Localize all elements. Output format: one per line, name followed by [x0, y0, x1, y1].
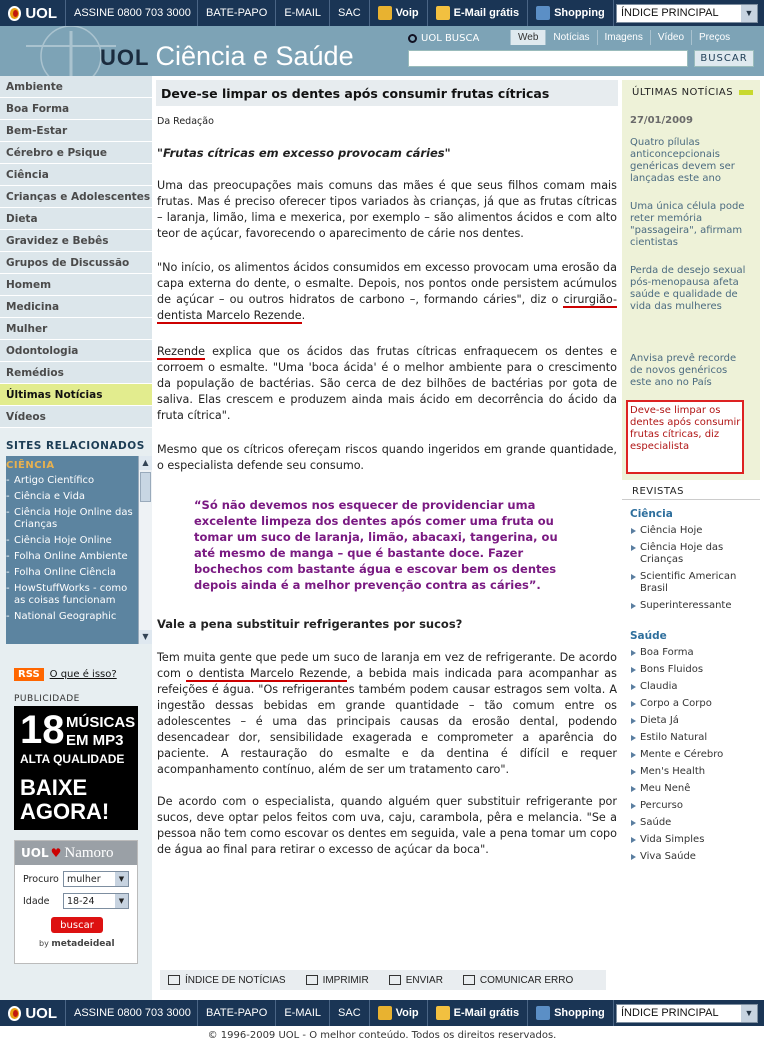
indice-select-value: ÍNDICE PRINCIPAL — [621, 7, 719, 19]
tab-web[interactable]: Web — [510, 30, 545, 45]
namoro-uol: UOL — [21, 846, 49, 860]
nav-medicina[interactable]: Medicina — [0, 296, 152, 318]
revista-link[interactable]: Percurso — [622, 800, 760, 812]
scroll-up-icon[interactable]: ▲ — [139, 456, 152, 470]
rezende-mention: cirurgião-dentista Marcelo Rezende — [157, 293, 617, 322]
rezende-mention-3: o dentista Marcelo Rezende — [186, 667, 348, 680]
ad-number: 18 — [20, 708, 65, 752]
envelope-icon — [436, 6, 450, 20]
publicidade-label: PUBLICIDADE — [14, 694, 80, 704]
tab-noticias[interactable]: Notícias — [545, 30, 596, 45]
envelope-icon — [436, 1006, 450, 1020]
tool-label: IMPRIMIR — [322, 974, 369, 986]
nav-mulher[interactable]: Mulher — [0, 318, 152, 340]
nav-videos[interactable]: Vídeos — [0, 406, 152, 428]
imprimir-button[interactable] — [306, 975, 369, 986]
ad-cta-1: BAIXE — [20, 775, 88, 800]
article — [152, 76, 620, 856]
mail-icon — [389, 975, 401, 985]
voip-link[interactable] — [370, 0, 428, 26]
nav-criancas[interactable]: Crianças e Adolescentes — [0, 186, 152, 208]
emailgratis-label: E-Mail grátis — [453, 7, 520, 19]
revista-link[interactable]: Men's Health — [622, 766, 760, 778]
uol-logo-text: UOL — [25, 1004, 57, 1022]
idade-value: 18-24 — [67, 895, 95, 907]
rss-icon[interactable]: RSS — [14, 668, 44, 681]
emailgratis-label: E-Mail grátis — [453, 1007, 520, 1019]
ultimas-noticias — [622, 80, 760, 480]
busca-label-text: UOL BUSCA — [421, 33, 480, 44]
email-link[interactable]: E-MAIL — [276, 1000, 330, 1026]
sac-link[interactable]: SAC — [330, 1000, 370, 1026]
uol-ball-icon — [8, 1006, 21, 1021]
sac-link[interactable]: SAC — [330, 0, 370, 26]
revista-link[interactable]: Dieta Já — [622, 715, 760, 727]
sites-relacionados-heading: SITES RELACIONADOS — [6, 440, 145, 452]
nav-bem-estar[interactable]: Bem-Estar — [0, 120, 152, 142]
namoro-title: Namoro — [64, 844, 114, 861]
nav-grupos[interactable]: Grupos de Discussão — [0, 252, 152, 274]
chevron-down-icon: ▼ — [741, 5, 757, 22]
metadeideal-logo[interactable]: metadeideal — [51, 939, 115, 949]
paragraph-5 — [157, 650, 617, 778]
nav-boa-forma[interactable]: Boa Forma — [0, 98, 152, 120]
search-input[interactable] — [408, 50, 688, 67]
shopping-label: Shopping — [554, 7, 605, 19]
tab-video[interactable]: Vídeo — [650, 30, 691, 45]
print-icon — [306, 975, 318, 985]
paragraph-3-text: explica que os ácidos das frutas cítricas enfraquecem os dentes e corroem o esmalte. "Uma 'boca ácida' é o melhor ambiente para o crescimento da população de bactérias. São cerca de dez bilhões de bactérias por gota de saliva. Elas crescem e produzem ainda mais ácido em decorrência do ácido da fruta cítrica". — [157, 345, 617, 422]
batepapo-link[interactable]: BATE-PAPO — [198, 1000, 276, 1026]
idade-row — [23, 893, 137, 909]
article-lead: "Frutas cítricas em excesso provocam cáries" — [157, 146, 451, 160]
indice-select[interactable] — [616, 4, 758, 23]
namoro-by — [39, 939, 137, 949]
sites-scrollbar[interactable] — [138, 456, 152, 644]
revista-link[interactable]: Ciência Hoje das Crianças — [622, 542, 760, 566]
heading-accent — [739, 90, 753, 95]
bottom-nav-bar — [0, 1000, 764, 1026]
phone-icon — [378, 1006, 392, 1020]
paragraph-4: Mesmo que os cítricos ofereçam riscos quando ingeridos em grande quantidade, o especialista defende seu consumo. — [157, 443, 617, 472]
ad-line1: MÚSICAS — [66, 714, 136, 731]
error-icon — [463, 975, 475, 985]
rss-block — [14, 668, 117, 681]
revista-link[interactable]: Estilo Natural — [622, 732, 760, 744]
site-link[interactable]: - Folha Online Ciência — [6, 565, 152, 581]
tool-label: ENVIAR — [405, 974, 443, 986]
enviar-button[interactable] — [389, 975, 443, 986]
news-item[interactable]: Anvisa prevê recorde de novos genéricos este ano no País — [630, 353, 737, 388]
emailgratis-link[interactable] — [428, 0, 528, 26]
indice-select[interactable] — [616, 1004, 758, 1023]
phone-icon — [378, 6, 392, 20]
article-subheading: Vale a pena substituir refrigerantes por sucos? — [157, 617, 463, 631]
comunicar-erro-button[interactable] — [463, 975, 573, 986]
uol-ball-icon — [8, 6, 21, 21]
email-link[interactable]: E-MAIL — [276, 0, 330, 26]
site-link[interactable]: - Ciência Hoje Online — [6, 533, 152, 549]
indice-select-value: ÍNDICE PRINCIPAL — [621, 1007, 719, 1019]
ultimas-heading-text: ÚLTIMAS NOTÍCIAS — [632, 86, 734, 98]
paragraph-5-text: Tem muita gente que pede um suco de laranja em vez de refrigerante. De acordo com — [157, 651, 617, 680]
paragraph-6: De acordo com o especialista, quando alguém quer substituir refrigerante por sucos, deve optar pelos feitos com uva, caju, carambola, pêra e melancia. "Se a pessoa não tem como escovar os dentes em seguida, vale a pena tomar um copo de água ao final para retirar o excesso de açúcar da boca". — [157, 795, 617, 856]
revistas-cat-ciencia: Ciência — [630, 508, 673, 520]
ad-cta-2: AGORA! — [20, 799, 110, 824]
nav-odontologia[interactable]: Odontologia — [0, 340, 152, 362]
chevron-down-icon: ▼ — [115, 872, 128, 886]
busca-tabs — [510, 30, 737, 45]
by-label: by — [39, 939, 49, 948]
batepapo-link[interactable]: BATE-PAPO — [198, 0, 276, 26]
paragraph-3 — [157, 344, 617, 424]
voip-label: Voip — [395, 7, 419, 19]
scroll-down-icon[interactable]: ▼ — [139, 630, 152, 644]
ultimas-heading — [622, 84, 760, 100]
chevron-down-icon: ▼ — [741, 1005, 757, 1022]
revista-link[interactable]: Boa Forma — [622, 647, 760, 659]
ad-cta — [20, 776, 109, 824]
paragraph-2-end: . — [301, 309, 306, 322]
site-link[interactable]: - Folha Online Ambiente — [6, 549, 152, 565]
nav-cerebro[interactable]: Cérebro e Psique — [0, 142, 152, 164]
sites-list — [6, 456, 152, 644]
shopping-label: Shopping — [554, 1007, 605, 1019]
revista-link[interactable]: Saúde — [622, 817, 760, 829]
list-icon — [168, 975, 180, 985]
paragraph-5-rest: , a bebida mais indicada para acompanhar as refeições é água. "Os refrigerantes também podem causar estragos sem volta. A ingestão dessas bebidas em grande quantidade – tão comum entre os adolescentes – é uma das principais causas da erosão dental, podendo desencadear dor, sensibilidade exagerada e comprometer a aparência do paciente. A restauração do esmalte e da dentina é difícil e requer acompanhamento contínuo, além de ser um tratamento caro". — [157, 667, 617, 776]
nav-remedios[interactable]: Remédios — [0, 362, 152, 384]
revistas-cat-saude: Saúde — [630, 630, 667, 642]
site-link[interactable]: - Ciência Hoje Online das Crianças — [6, 505, 152, 533]
nav-ciencia[interactable]: Ciência — [0, 164, 152, 186]
article-title: Deve-se limpar os dentes após consumir frutas cítricas — [156, 80, 618, 106]
section-header — [0, 26, 764, 76]
news-item[interactable]: Quatro pílulas anticoncepcionais genéricas devem ser lançadas este ano — [630, 137, 735, 184]
article-tools — [160, 970, 606, 990]
rss-help-link[interactable]: O que é isso? — [49, 669, 117, 680]
top-nav-bar — [0, 0, 764, 26]
assine-link[interactable]: ASSINE 0800 703 3000 — [66, 1000, 198, 1026]
uol-logo-text: UOL — [25, 4, 57, 22]
nav-dieta[interactable]: Dieta — [0, 208, 152, 230]
heart-icon: ♥ — [50, 846, 62, 860]
busca-label — [408, 33, 479, 44]
procuro-row — [23, 871, 137, 887]
site-link[interactable]: - HowStuffWorks - como as coisas funcionam — [6, 581, 152, 609]
revistas — [622, 484, 760, 884]
shopping-link[interactable] — [528, 0, 614, 26]
namoro-widget — [14, 840, 138, 964]
brand-uol: UOL — [100, 45, 150, 70]
article-byline: Da Redação — [157, 116, 214, 127]
revista-link[interactable]: Mente e Cérebro — [622, 749, 760, 761]
news-item-current[interactable]: Deve-se limpar os dentes após consumir frutas cítricas, diz especialista — [630, 405, 741, 452]
revista-link[interactable]: Vida Simples — [622, 834, 760, 846]
nav-ultimas[interactable]: Últimas Notícias — [0, 384, 152, 406]
nav-gravidez[interactable]: Gravidez e Bebês — [0, 230, 152, 252]
site-link[interactable]: - Artigo Científico — [6, 473, 152, 489]
ad-line3: ALTA QUALIDADE — [20, 752, 125, 766]
revista-link[interactable]: Ciência Hoje — [622, 525, 760, 537]
namoro-buscar-button[interactable]: buscar — [51, 917, 103, 933]
rezende-mention-2: Rezende — [157, 345, 205, 358]
tab-precos[interactable]: Preços — [691, 30, 737, 45]
indice-noticias-button[interactable] — [168, 975, 286, 986]
tool-label: COMUNICAR ERRO — [479, 974, 574, 986]
revista-link[interactable]: Superinteressante — [622, 600, 760, 612]
voip-link[interactable] — [370, 1000, 428, 1026]
section-brand[interactable] — [100, 41, 354, 72]
ad-line2: EM MP3 — [66, 732, 124, 749]
procuro-select[interactable] — [63, 871, 129, 887]
news-date: 27/01/2009 — [630, 115, 693, 126]
revista-link[interactable]: Bons Fluidos — [622, 664, 760, 676]
idade-select[interactable] — [63, 893, 129, 909]
idade-label: Idade — [23, 895, 50, 907]
revista-link[interactable]: Viva Saúde — [622, 851, 760, 863]
revistas-heading: REVISTAS — [622, 484, 760, 500]
uol-logo[interactable] — [0, 0, 66, 26]
sites-category: CIÊNCIA — [6, 460, 55, 471]
emailgratis-link[interactable] — [428, 1000, 528, 1026]
site-link[interactable]: - Ciência e Vida — [6, 489, 152, 505]
cart-icon — [536, 1006, 550, 1020]
scroll-thumb[interactable] — [140, 472, 151, 502]
revista-link[interactable]: Meu Nenê — [622, 783, 760, 795]
procuro-value: mulher — [67, 873, 101, 885]
assine-link[interactable]: ASSINE 0800 703 3000 — [66, 0, 198, 26]
article-quote: “Só não devemos nos esquecer de providenciar uma excelente limpeza dos dentes após comer uma fruta ou tomar um suco de laranja, limão, abacaxi, tangerina, ou até mesmo de manga – que é bastante doce. Fazer bochechos com bastante água e escovar bem os dentes depois ainda é a melhor prevenção contra as cáries”. — [194, 498, 558, 592]
procuro-label: Procuro — [23, 873, 59, 885]
paragraph-2 — [157, 260, 617, 324]
tool-label: ÍNDICE DE NOTÍCIAS — [185, 974, 286, 986]
namoro-header — [15, 841, 137, 865]
paragraph-1: Uma das preocupações mais comuns das mães é que seus filhos comam mais frutas. Mas é preciso oferecer tipos variados às crianças, já que as frutas cítricas – laranja, limão, lima e mexerica, por exemplo – são alimentos ácidos e com alto teor de açúcar, favorecendo o aparecimento de cárie nos dentes. — [157, 179, 617, 240]
mp3-ad-banner[interactable] — [14, 706, 138, 830]
paragraph-2-text: "No início, os alimentos ácidos consumidos em excesso provocam uma erosão da capa externa do dente, o esmalte. Depois, nos pontos onde persistem acúmulos de açúcar – ou outros hidratos de carbono –, formando cáries", diz o — [157, 261, 617, 306]
buscar-button[interactable]: BUSCAR — [694, 50, 754, 67]
chevron-down-icon: ▼ — [115, 894, 128, 908]
revista-link[interactable]: Claudia — [622, 681, 760, 693]
voip-label: Voip — [395, 1007, 419, 1019]
revista-link[interactable]: Scientific American Brasil — [622, 571, 760, 595]
revista-link[interactable]: Corpo a Corpo — [622, 698, 760, 710]
nav-homem[interactable]: Homem — [0, 274, 152, 296]
tab-imagens[interactable]: Imagens — [597, 30, 650, 45]
site-link[interactable]: - National Geographic — [6, 609, 152, 625]
cart-icon — [536, 6, 550, 20]
nav-ambiente[interactable]: Ambiente — [0, 76, 152, 98]
uol-logo[interactable] — [0, 1000, 66, 1026]
shopping-link[interactable] — [528, 1000, 614, 1026]
news-item[interactable]: Perda de desejo sexual pós-menopausa afeta saúde e qualidade de vida das mulheres — [630, 265, 746, 312]
copyright: © 1996-2009 UOL - O melhor conteúdo. Todos os direitos reservados. — [207, 1030, 557, 1041]
search-icon — [408, 34, 417, 43]
brand-title: Ciência e Saúde — [155, 41, 354, 71]
news-item[interactable]: Uma única célula pode reter memória "passageira", afirmam cientistas — [630, 201, 745, 248]
